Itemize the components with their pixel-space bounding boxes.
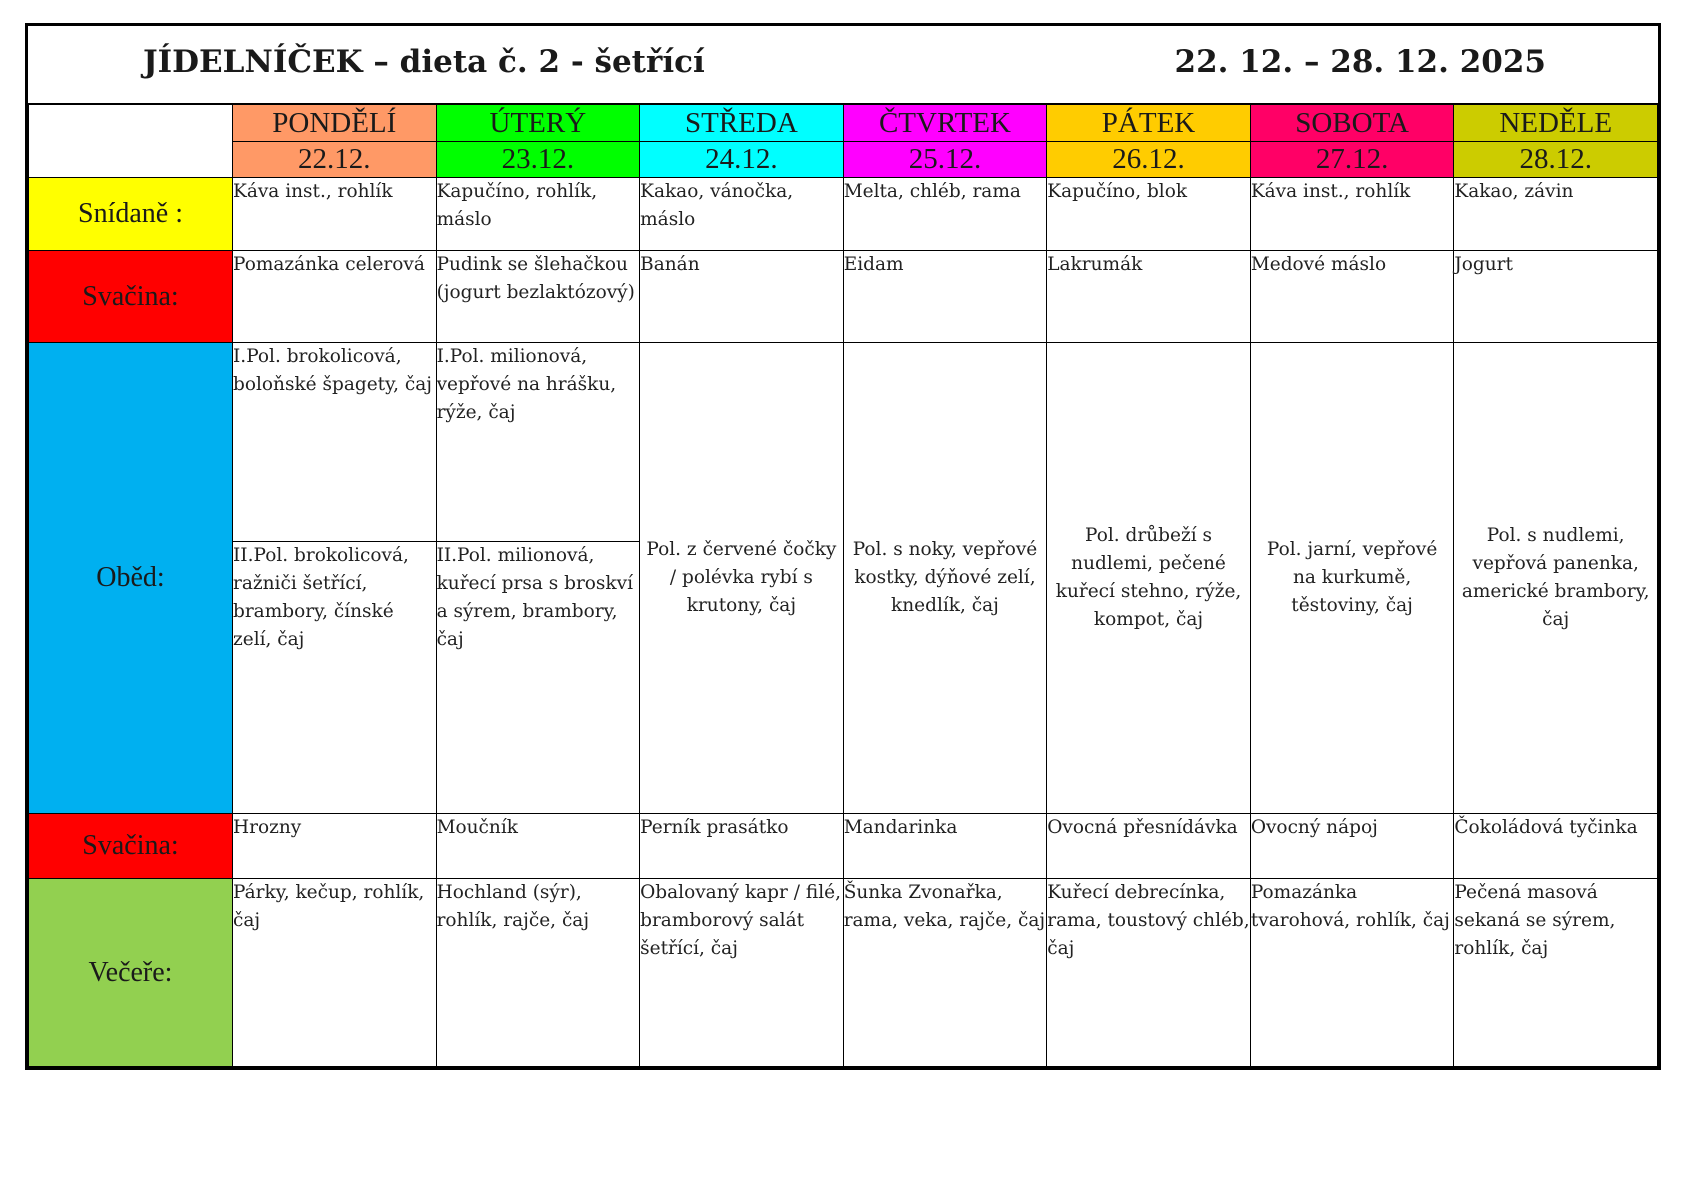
menu-cell: Hochland (sýr), rohlík, rajče, čaj	[436, 879, 640, 1067]
menu-cell: Ovocná přesnídávka	[1047, 814, 1251, 879]
day-name-utery: ÚTERÝ	[436, 105, 640, 142]
day-name-streda: STŘEDA	[640, 105, 844, 142]
page-title: JÍDELNÍČEK – dieta č. 2 - šetřící	[143, 44, 705, 80]
menu-cell: II.Pol. brokolicová, ražniči šetřící, brambory, čínské zelí, čaj	[233, 542, 437, 814]
menu-cell: Ovocný nápoj	[1250, 814, 1454, 879]
corner-cell	[29, 105, 233, 178]
day-date-sobota: 27.12.	[1250, 142, 1454, 178]
menu-cell: Melta, chléb, rama	[843, 178, 1047, 251]
date-range: 22. 12. – 28. 12. 2025	[1174, 44, 1546, 80]
menu-cell: Banán	[640, 251, 844, 343]
menu-cell: Pol. s noky, vepřové kostky, dýňové zelí, knedlík, čaj	[843, 343, 1047, 814]
title-row	[28, 26, 1658, 104]
day-date-utery: 23.12.	[436, 142, 640, 178]
menu-cell: Pol. s nudlemi, vepřová panenka, americké brambory, čaj	[1454, 343, 1658, 814]
menu-cell: Hrozny	[233, 814, 437, 879]
menu-cell: Lakrumák	[1047, 251, 1251, 343]
menu-cell: Pečená masová sekaná se sýrem, rohlík, čaj	[1454, 879, 1658, 1067]
menu-cell: Kapučíno, blok	[1047, 178, 1251, 251]
menu-cell: Kakao, vánočka, máslo	[640, 178, 844, 251]
menu-cell: Pudink se šlehačkou (jogurt bezlaktózový)	[436, 251, 640, 343]
day-name-pondeli: PONDĚLÍ	[233, 105, 437, 142]
day-name-sobota: SOBOTA	[1250, 105, 1454, 142]
menu-cell: Kakao, závin	[1454, 178, 1658, 251]
menu-cell: Pomazánka celerová	[233, 251, 437, 343]
menu-cell: Káva inst., rohlík	[233, 178, 437, 251]
menu-cell: Pomazánka tvarohová, rohlík, čaj	[1250, 879, 1454, 1067]
meal-label-snidane: Snídaně :	[29, 178, 233, 251]
menu-cell: Obalovaný kapr / filé, bramborový salát šetřící, čaj	[640, 879, 844, 1067]
menu-cell: Párky, kečup, rohlík, čaj	[233, 879, 437, 1067]
meal-label-vecere: Večeře:	[29, 879, 233, 1067]
day-name-nedele: NEDĚLE	[1454, 105, 1658, 142]
menu-cell: Eidam	[843, 251, 1047, 343]
day-date-streda: 24.12.	[640, 142, 844, 178]
menu-cell: Čokoládová tyčinka	[1454, 814, 1658, 879]
menu-cell: Pol. drůbeží s nudlemi, pečené kuřecí stehno, rýže, kompot, čaj	[1047, 343, 1251, 814]
menu-cell: II.Pol. milionová, kuřecí prsa s broskví a sýrem, brambory, čaj	[436, 542, 640, 814]
menu-cell: Šunka Zvonařka, rama, veka, rajče, čaj	[843, 879, 1047, 1067]
menu-cell: Perník prasátko	[640, 814, 844, 879]
menu-cell: Kapučíno, rohlík, máslo	[436, 178, 640, 251]
day-date-pondeli: 22.12.	[233, 142, 437, 178]
menu-table	[25, 23, 1661, 1070]
day-name-patek: PÁTEK	[1047, 105, 1251, 142]
menu-cell: Moučník	[436, 814, 640, 879]
menu-cell: Kuřecí debrecínka, rama, toustový chléb, čaj	[1047, 879, 1251, 1067]
day-date-patek: 26.12.	[1047, 142, 1251, 178]
menu-cell: Káva inst., rohlík	[1250, 178, 1454, 251]
meal-label-svacina-odpoledne: Svačina:	[29, 814, 233, 879]
menu-cell: Jogurt	[1454, 251, 1658, 343]
day-name-ctvrtek: ČTVRTEK	[843, 105, 1047, 142]
day-date-nedele: 28.12.	[1454, 142, 1658, 178]
meal-label-svacina-dopoledne: Svačina:	[29, 251, 233, 343]
menu-grid	[28, 104, 1658, 1067]
menu-cell: I.Pol. milionová, vepřové na hrášku, rýže, čaj	[436, 343, 640, 542]
menu-cell: Mandarinka	[843, 814, 1047, 879]
meal-label-obed: Oběd:	[29, 343, 233, 814]
menu-cell: Medové máslo	[1250, 251, 1454, 343]
menu-cell: I.Pol. brokolicová, boloňské špagety, čaj	[233, 343, 437, 542]
day-date-ctvrtek: 25.12.	[843, 142, 1047, 178]
menu-cell: Pol. z červené čočky / polévka rybí s krutony, čaj	[640, 343, 844, 814]
menu-cell: Pol. jarní, vepřové na kurkumě, těstoviny, čaj	[1250, 343, 1454, 814]
